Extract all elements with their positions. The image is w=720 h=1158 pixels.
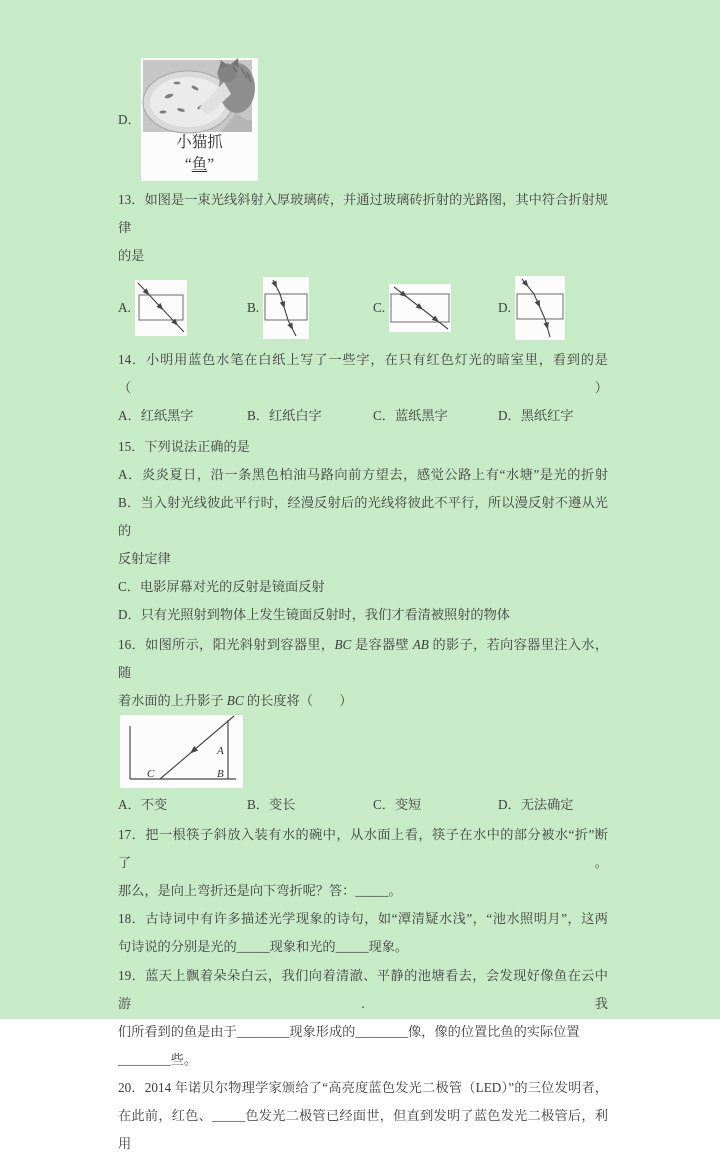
cat-fish-figure [141,58,258,181]
q18-text-line1: 18．古诗词中有许多描述光学现象的诗句，如“潭清疑水浅”，“池水照明月”，这两 [118,911,608,926]
q13-diagram-row [118,276,608,340]
q13-option-c [373,284,498,332]
caption-quote-close: ” [207,156,215,173]
q19-text-line3: ________些。 [118,1052,198,1067]
glass-brick [265,294,307,320]
question-14 [118,346,608,430]
q16-option-c: C．变短 [373,797,422,812]
q16-text-line1 [118,631,608,687]
q20-text-line2: 在此前，红色、_____色发光二极管已经面世，但直到发明了蓝色发光二极管后，利用 [118,1108,608,1151]
diagram-label-c: C [147,768,155,780]
q15-option-a: A．炎炎夏日，沿一条黑色柏油马路向前方望去，感觉公路上有“水塘”是光的折射 [118,467,608,482]
q15-option-d: D．只有光照射到物体上发生镜面反射时，我们才看清被照射的物体 [118,607,510,622]
q16-l1-bc: BC [334,637,352,652]
q16-l1-ab: AB [412,637,429,652]
question-15 [118,433,608,629]
q17-text-line1: 17．把一根筷子斜放入装有水的碗中，从水面上看，筷子在水中的部分被水“折”断了。 [118,827,608,870]
q16-text-line2 [118,687,608,715]
q13-option-a [118,280,247,336]
question-12-option-d [118,58,608,181]
q16-option-d: D．无法确定 [498,797,574,812]
figure-caption-line2 [143,154,256,176]
light-ray [522,279,550,337]
q16-l2-seg3: 的长度将（ ） [243,693,353,708]
q19-text-line2: 们所看到的鱼是由于________现象形成的________像，像的位置比鱼的实际位置 [118,1024,580,1039]
q13-option-a-light-ray-diagram [135,280,187,336]
q13-option-d-light-ray-diagram [515,276,565,340]
q14-text-line1: 14．小明用蓝色水笔在白纸上写了一些字，在只有红色灯光的暗室里，看到的是（ ） [118,352,608,395]
q13-option-b-label: B. [247,300,260,315]
q16-options-row [118,791,608,819]
q16-l1-seg1: 16．如图所示，阳光斜射到容器里， [118,637,335,652]
q13-text-line2: 的是 [118,248,145,263]
q16-l2-bc: BC [226,693,244,708]
question-20 [118,1074,608,1158]
q16-container-shadow-diagram [120,715,243,788]
question-13 [118,186,608,270]
q16-option-a: A．不变 [118,797,168,812]
caption-quote-open: “ [184,156,192,173]
q18-text-line2: 句诗说的分别是光的_____现象和光的_____现象。 [118,939,409,954]
q20-text-line1: 20．2014 年诺贝尔物理学家颁给了“高亮度蓝色发光二极管（LED）”的三位发明者， [118,1080,608,1095]
option-d-label: D． [118,111,141,127]
q16-diagram-block [118,715,608,788]
q13-text-line1: 13．如图是一束光线斜射入厚玻璃砖，并通过玻璃砖折射的光路图，其中符合折射规律 [118,192,608,235]
q13-option-a-label: A. [118,300,131,315]
q16-l1-seg3: 是容器壁 [351,637,413,652]
q13-option-b [247,277,373,339]
q16-l2-seg1: 着水面的上升影子 [118,693,227,708]
q13-option-b-light-ray-diagram [263,277,309,339]
q19-text-line1: 19．蓝天上飘着朵朵白云，我们向着清澈、平静的池塘看去，会发现好像鱼在云中游.我 [118,968,608,1011]
question-17 [118,821,608,905]
q15-option-c: C．电影屏幕对光的反射是镜面反射 [118,579,325,594]
cat-catching-fish-photo [143,60,252,132]
q13-option-d [498,276,608,340]
ray-arrowheads [271,280,295,331]
question-16 [118,631,608,715]
q17-text-line2: 那么，是向上弯折还是向下弯折呢？答：_____。 [118,883,402,898]
q13-option-d-label: D. [498,300,511,315]
figure-caption-line1: 小猫抓 [176,134,223,151]
q14-option-b: B．红纸白字 [247,408,322,423]
q13-option-c-label: C. [373,300,386,315]
q15-option-b-line2: 反射定律 [118,551,171,566]
diagram-label-b: B [217,768,224,780]
q16-option-b: B．变长 [247,797,296,812]
diagram-label-a: A [217,745,224,757]
q14-options-row [118,402,608,430]
q15-title: 15．下列说法正确的是 [118,439,250,454]
q13-option-c-light-ray-diagram [389,284,451,332]
q14-option-d: D．黑纸红字 [498,408,574,423]
ray-arrowheads [400,291,441,325]
ray-arrowheads [142,288,179,327]
question-19 [118,962,608,1074]
q15-option-b-line1: B．当入射光线彼此平行时，经漫反射后的光线将彼此不平行，所以漫反射不遵从光的 [118,495,608,538]
q14-option-a: A．红纸黑字 [118,408,194,423]
question-18 [118,905,608,961]
q16-l1-seg5: 的影子，若向容器里注入水，随 [118,637,609,680]
caption-fish-char: 鱼 [191,156,208,173]
q14-option-c: C．蓝纸黑字 [373,408,448,423]
